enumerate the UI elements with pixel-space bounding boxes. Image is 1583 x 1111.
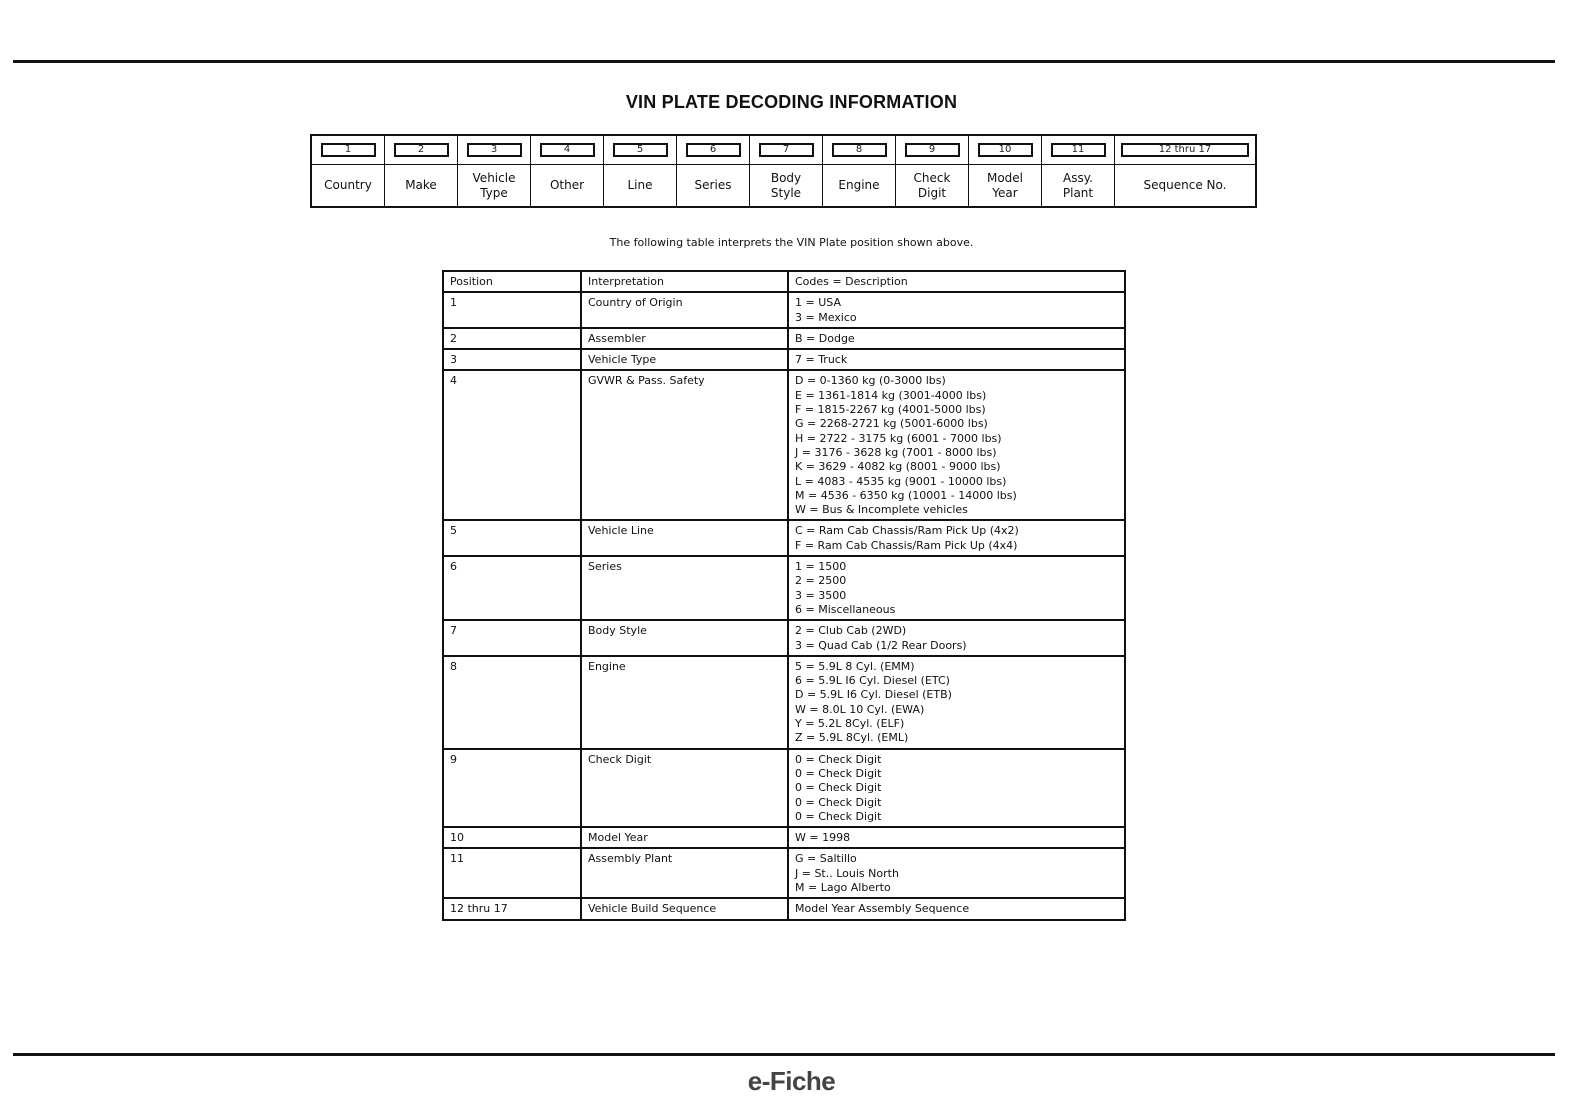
code-line: 2 = Club Cab (2WD) [795,624,907,638]
table-row [443,556,1125,620]
header-position: Position [443,271,581,292]
vin-position-number-area [531,136,603,165]
vin-position-number-area [823,136,895,165]
vin-position-number-area [385,136,457,165]
table-row [443,349,1125,370]
code-line: 5 = 5.9L 8 Cyl. (EMM) [795,659,915,673]
position-cell: 3 [443,349,581,370]
code-line: W = 1998 [795,831,851,845]
vin-position-cell [750,136,823,206]
code-line: 2 = 2500 [795,574,847,588]
vin-position-cell [1042,136,1115,206]
position-cell: 10 [443,827,581,848]
code-line: 0 = Check Digit [795,766,882,780]
table-header-row [443,271,1125,292]
vin-position-number: 12 thru 17 [1121,143,1249,157]
code-line: G = 2268-2721 kg (5001-6000 lbs) [795,417,988,431]
interpretation-cell: Model Year [581,827,788,848]
code-line: W = 8.0L 10 Cyl. (EWA) [795,702,925,716]
code-line: F = 1815-2267 kg (4001-5000 lbs) [795,403,986,417]
code-line: 6 = Miscellaneous [795,602,896,616]
table-row [443,620,1125,656]
code-line: J = St.. Louis North [795,866,899,880]
top-rule [13,60,1555,63]
interpretation-cell: Assembly Plant [581,848,788,898]
vin-position-number: 11 [1051,143,1106,157]
code-line: 0 = Check Digit [795,795,882,809]
code-line: 3 = Quad Cab (1/2 Rear Doors) [795,638,967,652]
code-line: M = Lago Alberto [795,880,891,894]
code-line: B = Dodge [795,331,855,345]
vin-position-label: Sequence No. [1143,178,1227,192]
codes-cell [788,848,1125,898]
header-interpretation: Interpretation [581,271,788,292]
interpretation-cell: GVWR & Pass. Safety [581,370,788,520]
vin-position-number-area [1042,136,1114,165]
vin-position-cell [1115,136,1255,206]
code-line: Z = 5.9L 8Cyl. (EML) [795,731,909,745]
table-row [443,898,1125,919]
intro-text: The following table interprets the VIN Plate position shown above. [609,236,974,249]
vin-position-number: 7 [759,143,814,157]
code-line: W = Bus & Incomplete vehicles [795,503,968,517]
interpretation-cell: Country of Origin [581,292,788,328]
vin-position-cell [677,136,750,206]
vin-position-label: Line [627,178,653,192]
vin-position-label: Series [694,178,732,192]
vin-position-number: 4 [540,143,595,157]
interpretation-cell: Assembler [581,328,788,349]
codes-cell [788,520,1125,556]
interpretation-cell: Vehicle Build Sequence [581,898,788,919]
position-cell: 4 [443,370,581,520]
codes-cell [788,556,1125,620]
vin-position-number-area [312,136,384,165]
codes-cell [788,656,1125,749]
code-line: D = 5.9L I6 Cyl. Diesel (ETB) [795,688,952,702]
vin-position-label: Check Digit [913,170,951,200]
codes-cell [788,898,1125,919]
code-line: 1 = 1500 [795,560,847,574]
position-cell: 5 [443,520,581,556]
code-line: H = 2722 - 3175 kg (6001 - 7000 lbs) [795,431,1002,445]
vin-position-cell [312,136,385,206]
interpretation-cell: Series [581,556,788,620]
interpretation-cell: Check Digit [581,749,788,827]
vin-position-number-area [604,136,676,165]
position-cell: 1 [443,292,581,328]
vin-position-strip [310,134,1257,208]
vin-position-cell [969,136,1042,206]
codes-cell [788,749,1125,827]
codes-cell [788,370,1125,520]
code-line: D = 0-1360 kg (0-3000 lbs) [795,374,946,388]
interpretation-cell: Vehicle Type [581,349,788,370]
codes-cell [788,349,1125,370]
code-line: K = 3629 - 4082 kg (8001 - 9000 lbs) [795,460,1001,474]
code-line: 6 = 5.9L I6 Cyl. Diesel (ETC) [795,674,950,688]
header-codes: Codes = Description [788,271,1125,292]
position-cell: 6 [443,556,581,620]
code-line: 1 = USA [795,296,841,310]
vin-position-number: 10 [978,143,1033,157]
vin-position-number-area [677,136,749,165]
vin-decoding-table [442,270,1126,921]
vin-position-label: Engine [838,178,880,192]
position-cell: 12 thru 17 [443,898,581,919]
vin-position-number: 2 [394,143,449,157]
table-row [443,292,1125,328]
code-line: C = Ram Cab Chassis/Ram Pick Up (4x2) [795,524,1019,538]
vin-position-number-area [750,136,822,165]
code-line: 0 = Check Digit [795,781,882,795]
position-cell: 9 [443,749,581,827]
code-line: L = 4083 - 4535 kg (9001 - 10000 lbs) [795,474,1007,488]
vin-position-cell [823,136,896,206]
vin-position-number-area [969,136,1041,165]
code-line: 3 = 3500 [795,588,847,602]
table-row [443,370,1125,520]
code-line: M = 4536 - 6350 kg (10001 - 14000 lbs) [795,488,1017,502]
vin-position-number: 8 [832,143,887,157]
vin-position-number: 6 [686,143,741,157]
code-line: E = 1361-1814 kg (3001-4000 lbs) [795,388,987,402]
vin-position-label: Model Year [986,170,1024,200]
position-cell: 8 [443,656,581,749]
vin-position-label: Country [324,178,372,192]
vin-position-cell [604,136,677,206]
position-cell: 2 [443,328,581,349]
position-cell: 7 [443,620,581,656]
code-line: J = 3176 - 3628 kg (7001 - 8000 lbs) [795,445,997,459]
interpretation-cell: Body Style [581,620,788,656]
vin-position-label: Make [405,178,437,192]
code-line: 0 = Check Digit [795,752,882,766]
table-row [443,827,1125,848]
vin-position-number-area [896,136,968,165]
table-row [443,656,1125,749]
codes-cell [788,827,1125,848]
code-line: 0 = Check Digit [795,809,882,823]
code-line: 3 = Mexico [795,310,857,324]
vin-position-cell [531,136,604,206]
codes-cell [788,292,1125,328]
vin-position-number-area [1115,136,1255,165]
codes-cell [788,620,1125,656]
code-line: Y = 5.2L 8Cyl. (ELF) [795,717,905,731]
efiche-logo: e-Fiche [747,1066,836,1096]
codes-cell [788,328,1125,349]
vin-position-number: 5 [613,143,668,157]
vin-position-label: Vehicle Type [472,170,516,200]
interpretation-cell: Engine [581,656,788,749]
code-line: 7 = Truck [795,353,848,367]
vin-position-label: Other [549,178,585,192]
interpretation-cell: Vehicle Line [581,520,788,556]
vin-position-number: 1 [321,143,376,157]
bottom-rule [13,1053,1555,1056]
vin-position-number: 3 [467,143,522,157]
vin-position-cell [896,136,969,206]
code-line: F = Ram Cab Chassis/Ram Pick Up (4x4) [795,538,1018,552]
vin-position-number-area [458,136,530,165]
table-row [443,848,1125,898]
table-row [443,749,1125,827]
vin-position-label: Assy. Plant [1062,170,1094,200]
code-line: Model Year Assembly Sequence [795,902,970,916]
table-row [443,520,1125,556]
table-row [443,328,1125,349]
vin-position-cell [458,136,531,206]
vin-position-label: Body Style [770,170,802,200]
vin-position-number: 9 [905,143,960,157]
page-title: VIN PLATE DECODING INFORMATION [625,92,958,112]
vin-position-cell [385,136,458,206]
position-cell: 11 [443,848,581,898]
code-line: G = Saltillo [795,852,857,866]
